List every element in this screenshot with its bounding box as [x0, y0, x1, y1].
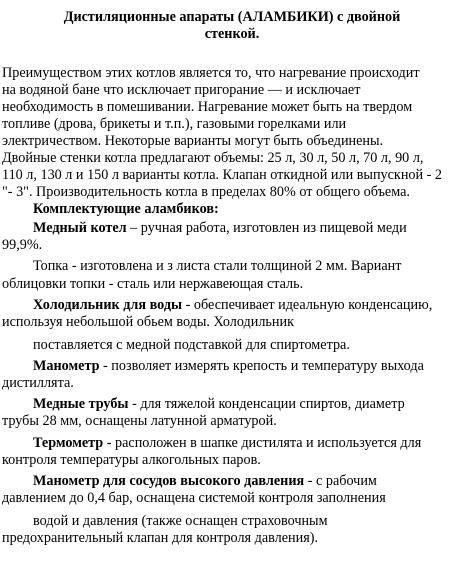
component-desc: контроля температуры алкогольных паров. [2, 452, 261, 468]
component-desc: трубы 28 мм, оснащены латунной арматурой. [2, 413, 277, 429]
component-desc: - расположен в шапке дистилята и используется для [103, 435, 422, 451]
component-term: Манометр [33, 358, 100, 374]
component-desc: - позволяет измерять крепость и температуру выхода [99, 358, 424, 374]
intro-line: электричеством. Некоторые варианты могут быть объединены. [2, 133, 384, 149]
component-term: Холодильник для воды [33, 297, 183, 313]
intro-line: Преимуществом этих котлов является то, что нагревание происходит [2, 65, 420, 81]
component-term: Манометр для сосудов высокого давления [33, 473, 305, 489]
component-desc: - обеспечивает идеальную конденсацию, [182, 297, 433, 313]
component-desc: - изготовлена и з листа стали толщиной 2 мм. Вариант [68, 258, 402, 274]
title-line-2: стенкой. [204, 26, 260, 42]
component-desc: давлением до 0,4 бар, оснащена системой контроля заполнения [2, 490, 386, 506]
component-term: Медный котел [33, 220, 127, 236]
component-desc: облицовки топки - сталь или нержавеющая сталь. [2, 276, 304, 292]
component-term: Топка [33, 258, 69, 274]
component-desc: водой и давления (также оснащен страховочным [33, 513, 328, 529]
intro-line: на водяной бане что исключает пригорание — и исключает [2, 82, 361, 98]
intro-line: Двойные стенки котла предлагают объемы: 25 л, 30 л, 50 л, 70 л, 90 л, [2, 150, 424, 166]
component-term: Термометр [33, 435, 104, 451]
components-heading: Комплектующие аламбиков: [33, 201, 219, 217]
intro-line: "- 3". Производительность котла в пределах 80% от общего объема. [2, 184, 410, 200]
component-desc: - для тяжелой конденсации спиртов, диаметр [128, 396, 405, 412]
component-term: Медные трубы [33, 396, 129, 412]
component-desc: используя небольшой обьем воды. Холодильник [2, 314, 294, 330]
intro-line: необходимость в помешивании. Нагревание может быть на твердом [2, 99, 413, 115]
component-desc: предохранительный клапан для контроля давления). [2, 530, 318, 546]
component-desc: 99,9%. [2, 237, 43, 253]
intro-line: топливе (дрова, брикеты и т.п.), газовыми горелками или [2, 116, 347, 132]
intro-line: 110 л, 130 л и 150 л варианты котла. Клапан откидной или выпускной - 2 [2, 167, 443, 183]
component-desc: - с рабочим [304, 473, 377, 489]
component-desc: поставляется с медной подставкой для спиртометра. [33, 337, 350, 353]
component-desc: – ручная работа, изготовлен из пищевой меди [126, 220, 407, 236]
component-desc: дистиллята. [2, 375, 74, 391]
document-title [0, 9, 464, 43]
title-line-1: Дистиляционные апараты (АЛАМБИКИ) с двойной [63, 9, 401, 25]
